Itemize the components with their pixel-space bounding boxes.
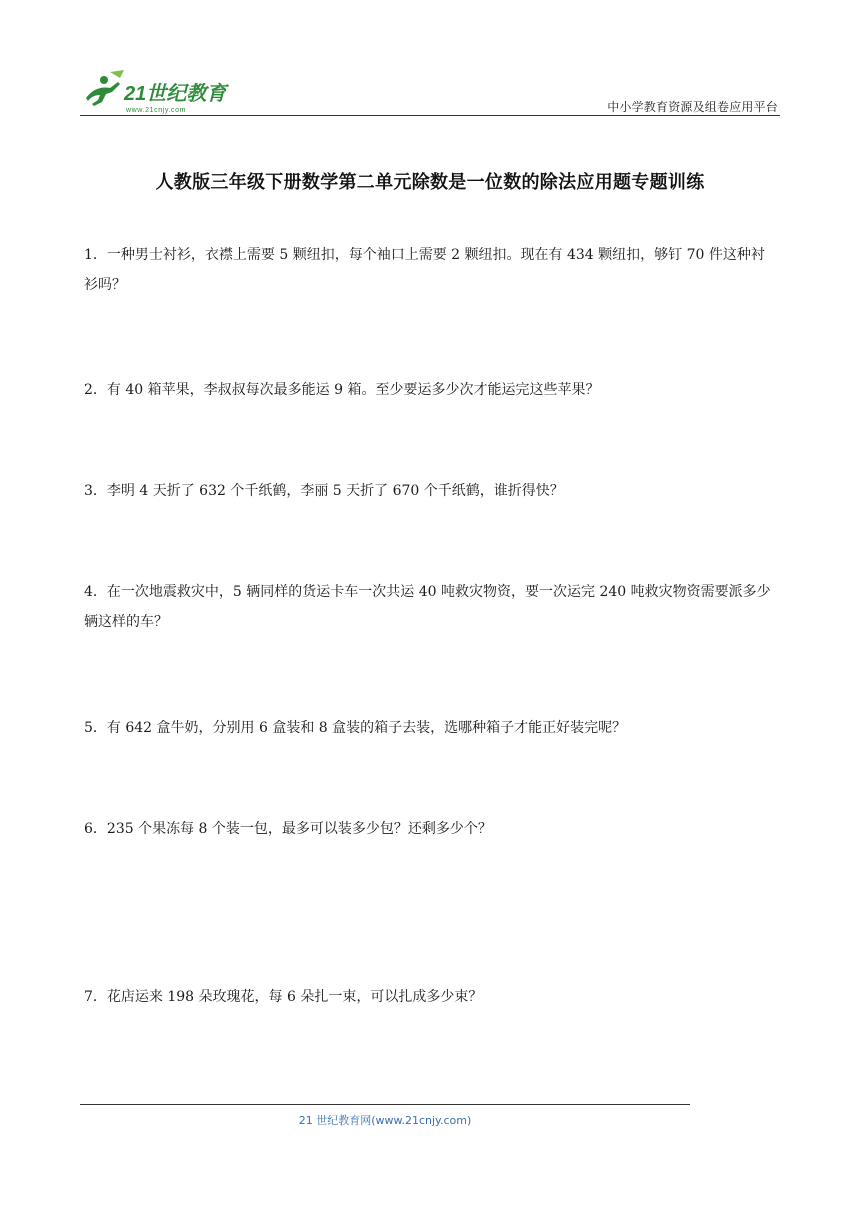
footer-site-link[interactable]: 21 世纪教育网(www.21cnjy.com) bbox=[298, 1114, 472, 1127]
question-text: 李明 4 天折了 632 个千纸鹤，李丽 5 天折了 670 个千纸鹤，谁折得快？ bbox=[106, 483, 564, 499]
question-text: 有 642 盒牛奶，分别用 6 盒装和 8 盒装的箱子去装，选哪种箱子才能正好装完呢？ bbox=[106, 720, 627, 736]
logo-wordmark: 21世纪教育 bbox=[124, 83, 227, 105]
question-text: 一种男士衬衫，衣襟上需要 5 颗纽扣，每个袖口上需要 2 颗纽扣。现在有 434 颗纽扣，够钉 70 件这种衬衫吗？ bbox=[84, 247, 765, 293]
logo-url: www.21cnjy.com bbox=[126, 107, 187, 114]
question-item bbox=[84, 240, 778, 300]
question-number: 5． bbox=[84, 720, 107, 736]
question-item bbox=[84, 713, 778, 743]
question-text: 有 40 箱苹果，李叔叔每次最多能运 9 箱。至少要运多少次才能运完这些苹果？ bbox=[106, 382, 600, 398]
platform-tagline: 中小学教育资源及组卷应用平台 bbox=[607, 100, 778, 114]
question-item bbox=[84, 476, 778, 506]
question-number: 4． bbox=[84, 584, 107, 600]
question-text: 235 个果冻每 8 个装一包，最多可以装多少包？还剩多少个？ bbox=[106, 821, 492, 837]
question-number: 7． bbox=[84, 989, 107, 1005]
footer-divider bbox=[80, 1104, 690, 1105]
page-header bbox=[80, 68, 780, 116]
question-number: 1． bbox=[84, 247, 107, 263]
question-number: 6． bbox=[84, 821, 107, 837]
runner-icon bbox=[86, 70, 124, 106]
page-title: 人教版三年级下册数学第二单元除数是一位数的除法应用题专题训练 bbox=[155, 172, 705, 193]
question-text: 花店运来 198 朵玫瑰花，每 6 朵扎一束，可以扎成多少束？ bbox=[106, 989, 483, 1005]
site-logo bbox=[80, 68, 240, 116]
question-number: 3． bbox=[84, 483, 107, 499]
question-text: 在一次地震救灾中，5 辆同样的货运卡车一次共运 40 吨救灾物资，要一次运完 240 吨救灾物资需要派多少辆这样的车？ bbox=[84, 584, 771, 630]
question-item bbox=[84, 982, 778, 1012]
question-item bbox=[84, 577, 778, 637]
question-number: 2． bbox=[84, 382, 107, 398]
question-item bbox=[84, 375, 778, 405]
header-divider bbox=[80, 115, 780, 116]
question-item bbox=[84, 814, 778, 844]
